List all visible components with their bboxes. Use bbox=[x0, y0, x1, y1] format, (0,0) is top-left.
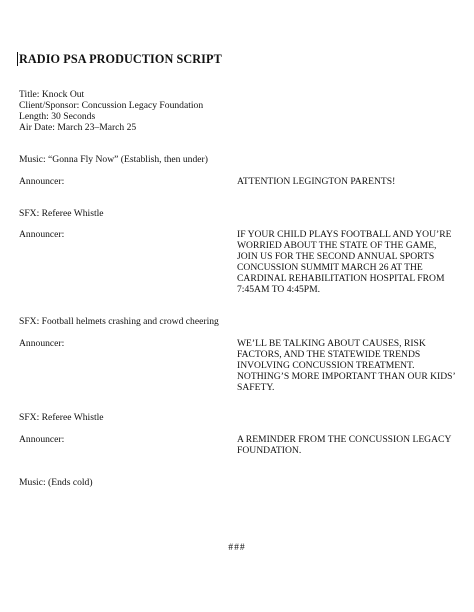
copy-block-3 bbox=[237, 338, 462, 393]
meta-title: Title: Knock Out bbox=[19, 89, 85, 100]
copy-line: ATTENTION LEGINGTON PARENTS! bbox=[237, 176, 396, 187]
copy-line: FOUNDATION. bbox=[237, 445, 302, 456]
meta-air-date: Air Date: March 23–March 25 bbox=[19, 122, 137, 133]
cue-sfx-whistle-2: SFX: Referee Whistle bbox=[19, 412, 104, 423]
cue-music-close: Music: (Ends cold) bbox=[19, 477, 93, 488]
copy-line: A REMINDER FROM THE CONCUSSION LEGACY bbox=[237, 434, 452, 445]
copy-line: NOTHING’S MORE IMPORTANT THAN OUR KIDS’ bbox=[237, 371, 456, 382]
cue-announcer-2: Announcer: bbox=[19, 229, 65, 240]
copy-line: SAFETY. bbox=[237, 382, 275, 393]
copy-line: JOIN US FOR THE SECOND ANNUAL SPORTS bbox=[237, 251, 435, 262]
copy-line: CARDINAL REHABILITATION HOSPITAL FROM bbox=[237, 273, 445, 284]
cue-music-open: Music: “Gonna Fly Now” (Establish, then under) bbox=[19, 154, 208, 165]
copy-block-1 bbox=[237, 176, 462, 187]
script-metadata bbox=[19, 89, 203, 133]
end-marker: ### bbox=[228, 542, 246, 553]
cue-announcer-3: Announcer: bbox=[19, 338, 65, 349]
copy-line: 7:45AM TO 4:45PM. bbox=[237, 284, 321, 295]
copy-line: WE’LL BE TALKING ABOUT CAUSES, RISK bbox=[237, 338, 426, 349]
text-cursor bbox=[17, 52, 18, 66]
meta-length: Length: 30 Seconds bbox=[19, 111, 96, 122]
meta-client: Client/Sponsor: Concussion Legacy Foundation bbox=[19, 100, 204, 111]
cue-announcer-1: Announcer: bbox=[19, 176, 65, 187]
cue-sfx-whistle-1: SFX: Referee Whistle bbox=[19, 208, 104, 219]
cue-announcer-4: Announcer: bbox=[19, 434, 65, 445]
copy-line: IF YOUR CHILD PLAYS FOOTBALL AND YOU’RE bbox=[237, 229, 452, 240]
copy-block-2 bbox=[237, 229, 462, 295]
copy-line: INVOLVING CONCUSSION TREATMENT. bbox=[237, 360, 415, 371]
document-title: RADIO PSA PRODUCTION SCRIPT bbox=[19, 52, 222, 66]
cue-sfx-helmets: SFX: Football helmets crashing and crowd cheering bbox=[19, 316, 219, 327]
copy-line: CONCUSSION SUMMIT MARCH 26 AT THE bbox=[237, 262, 423, 273]
copy-line: FACTORS, AND THE STATEWIDE TRENDS bbox=[237, 349, 421, 360]
copy-line: WORRIED ABOUT THE STATE OF THE GAME, bbox=[237, 240, 437, 251]
copy-block-4 bbox=[237, 434, 462, 456]
title-area bbox=[17, 52, 222, 66]
